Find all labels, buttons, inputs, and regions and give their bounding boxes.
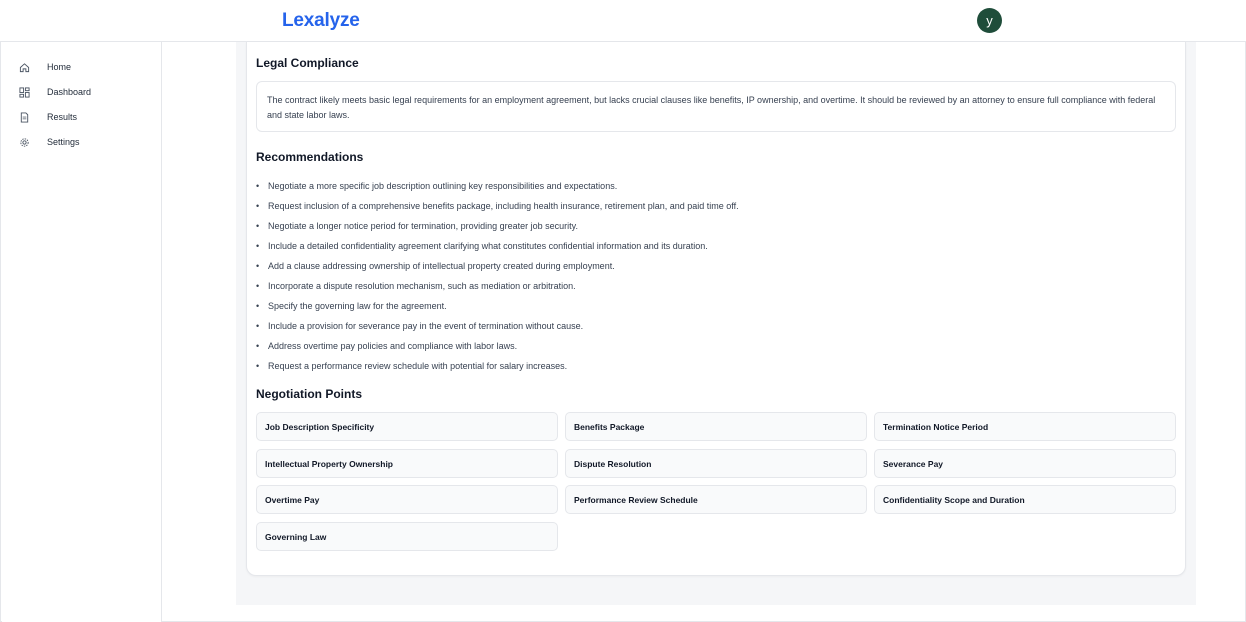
- home-icon: [18, 61, 30, 73]
- list-item: [256, 316, 1156, 336]
- sidebar-item-label: Results: [47, 112, 78, 122]
- list-item: [256, 236, 1156, 256]
- recommendation-text: Request inclusion of a comprehensive benefits package, including health insurance, retirement plan, and paid time off.: [268, 201, 739, 211]
- bullet: •: [256, 181, 260, 191]
- negotiation-point-chip[interactable]: Confidentiality Scope and Duration: [874, 485, 1176, 514]
- recommendation-text: Request a performance review schedule with potential for salary increases.: [268, 361, 568, 371]
- negotiation-points-heading: Negotiation Points: [256, 387, 362, 401]
- negotiation-point-chip[interactable]: Overtime Pay: [256, 485, 558, 514]
- list-item: [256, 256, 1156, 276]
- user-avatar[interactable]: y: [977, 8, 1002, 33]
- recommendations-heading: Recommendations: [256, 150, 364, 164]
- bullet: •: [256, 281, 260, 291]
- sidebar-item-settings[interactable]: [2, 131, 160, 153]
- recommendation-text: Address overtime pay policies and compliance with labor laws.: [268, 341, 518, 351]
- negotiation-point-chip[interactable]: Dispute Resolution: [565, 449, 867, 478]
- sidebar-item-label: Settings: [47, 137, 80, 147]
- legal-compliance-text: The contract likely meets basic legal requirements for an employment agreement, but lacks crucial clauses like benefits, IP ownership, and overtime. It should be reviewed by an attorney to ensure full compliance with federal and state labor laws.: [256, 81, 1176, 132]
- bullet: •: [256, 241, 260, 251]
- recommendations-list: [256, 176, 1156, 376]
- recommendation-text: Incorporate a dispute resolution mechanism, such as mediation or arbitration.: [268, 281, 576, 291]
- list-item: [256, 276, 1156, 296]
- list-item: [256, 216, 1156, 236]
- sidebar: [2, 42, 162, 622]
- list-item: [256, 176, 1156, 196]
- bullet: •: [256, 341, 260, 351]
- recommendation-text: Include a provision for severance pay in the event of termination without cause.: [268, 321, 584, 331]
- app-logo[interactable]: Lexalyze: [282, 10, 360, 31]
- bullet: •: [256, 201, 260, 211]
- document-icon: [18, 111, 30, 123]
- list-item: [256, 336, 1156, 356]
- negotiation-point-chip[interactable]: Job Description Specificity: [256, 412, 558, 441]
- list-item: [256, 196, 1156, 216]
- bullet: •: [256, 301, 260, 311]
- bullet: •: [256, 261, 260, 271]
- recommendation-text: Specify the governing law for the agreement.: [268, 301, 447, 311]
- negotiation-point-chip[interactable]: Benefits Package: [565, 412, 867, 441]
- negotiation-point-chip[interactable]: Severance Pay: [874, 449, 1176, 478]
- top-bar: [0, 0, 1246, 42]
- legal-compliance-heading: Legal Compliance: [256, 56, 359, 70]
- negotiation-point-chip[interactable]: Termination Notice Period: [874, 412, 1176, 441]
- recommendation-text: Negotiate a more specific job description outlining key responsibilities and expectations.: [268, 181, 618, 191]
- negotiation-point-chip[interactable]: Performance Review Schedule: [565, 485, 867, 514]
- gear-icon: [18, 136, 30, 148]
- negotiation-point-chip[interactable]: Governing Law: [256, 522, 558, 551]
- sidebar-item-label: Dashboard: [47, 87, 92, 97]
- recommendation-text: Include a detailed confidentiality agreement clarifying what constitutes confidential information and its duration.: [268, 241, 708, 251]
- bullet: •: [256, 361, 260, 371]
- recommendation-text: Add a clause addressing ownership of intellectual property created during employment.: [268, 261, 615, 271]
- bullet: •: [256, 321, 260, 331]
- recommendation-text: Negotiate a longer notice period for termination, providing greater job security.: [268, 221, 579, 231]
- list-item: [256, 356, 1156, 376]
- sidebar-item-home[interactable]: [2, 56, 160, 78]
- sidebar-item-dashboard[interactable]: [2, 81, 160, 103]
- sidebar-item-results[interactable]: [2, 106, 160, 128]
- negotiation-point-chip[interactable]: Intellectual Property Ownership: [256, 449, 558, 478]
- bullet: •: [256, 221, 260, 231]
- list-item: [256, 296, 1156, 316]
- dashboard-icon: [18, 86, 30, 98]
- sidebar-item-label: Home: [47, 62, 72, 72]
